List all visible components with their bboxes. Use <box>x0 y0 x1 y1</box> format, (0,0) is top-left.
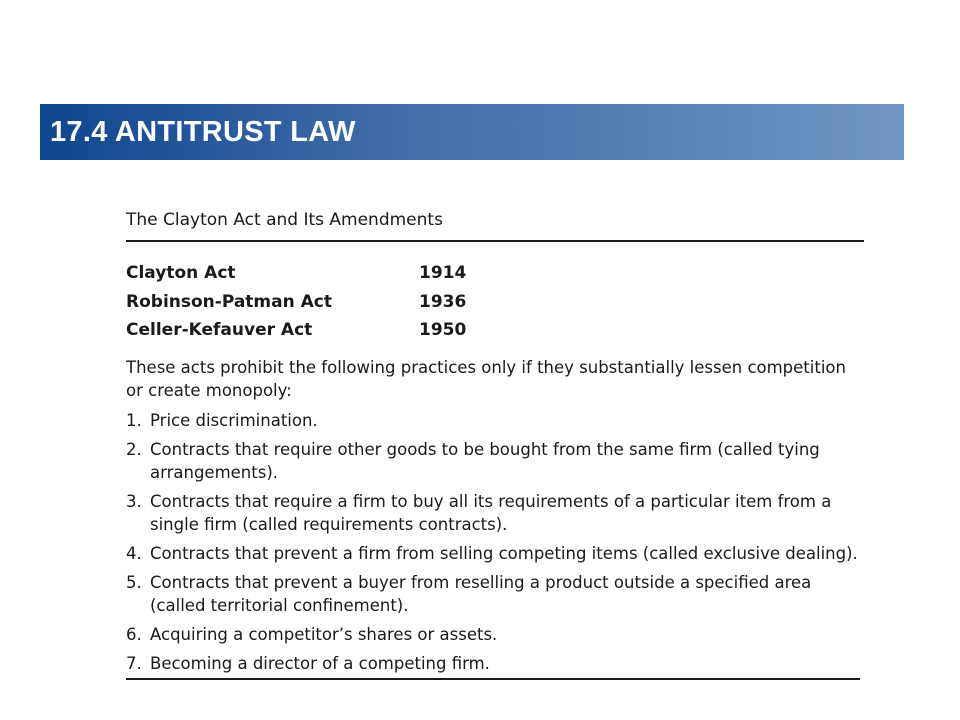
act-name: Celler-Kefauver Act <box>126 320 313 341</box>
list-item <box>126 490 864 536</box>
slide-title: 17.4 ANTITRUST LAW <box>50 115 356 148</box>
item-text: Price discrimination. <box>150 411 318 430</box>
title-bar <box>40 104 904 160</box>
act-name: Robinson-Patman Act <box>126 291 332 312</box>
list-item <box>126 409 864 432</box>
bottom-rule <box>126 678 860 680</box>
list-item <box>126 623 864 646</box>
top-rule <box>126 240 864 242</box>
item-text: Contracts that prevent a firm from selling competing items (called exclusive dealing). <box>150 544 858 563</box>
item-number: 5. <box>126 573 142 592</box>
list-item <box>126 438 864 484</box>
list-item <box>126 542 864 565</box>
item-number: 3. <box>126 492 142 511</box>
act-year: 1950 <box>419 320 467 341</box>
list-item <box>126 571 864 617</box>
act-row <box>126 288 864 317</box>
act-row <box>126 259 864 288</box>
item-number: 6. <box>126 625 142 644</box>
act-name: Clayton Act <box>126 263 236 284</box>
item-text: Becoming a director of a competing firm. <box>150 654 490 673</box>
item-text: Acquiring a competitor’s shares or assets. <box>150 625 498 644</box>
clayton-act-table <box>126 206 864 673</box>
act-row <box>126 316 864 345</box>
item-number: 4. <box>126 544 142 563</box>
practices-list <box>126 409 864 681</box>
item-number: 1. <box>126 411 142 430</box>
item-text: Contracts that prevent a buyer from reselling a product outside a specified area (called territorial confinement). <box>150 573 812 615</box>
acts-list <box>126 259 864 345</box>
item-number: 2. <box>126 440 142 459</box>
table-caption: The Clayton Act and Its Amendments <box>126 210 443 230</box>
intro-text: These acts prohibit the following practices only if they substantially lessen competition or create monopoly: <box>126 358 846 400</box>
act-year: 1936 <box>419 291 467 312</box>
act-year: 1914 <box>419 263 467 284</box>
item-text: Contracts that require a firm to buy all its requirements of a particular item from a single firm (called requirements contracts). <box>150 492 832 534</box>
item-text: Contracts that require other goods to be bought from the same firm (called tying arrangements). <box>150 440 820 482</box>
item-number: 7. <box>126 654 142 673</box>
list-item <box>126 652 864 675</box>
